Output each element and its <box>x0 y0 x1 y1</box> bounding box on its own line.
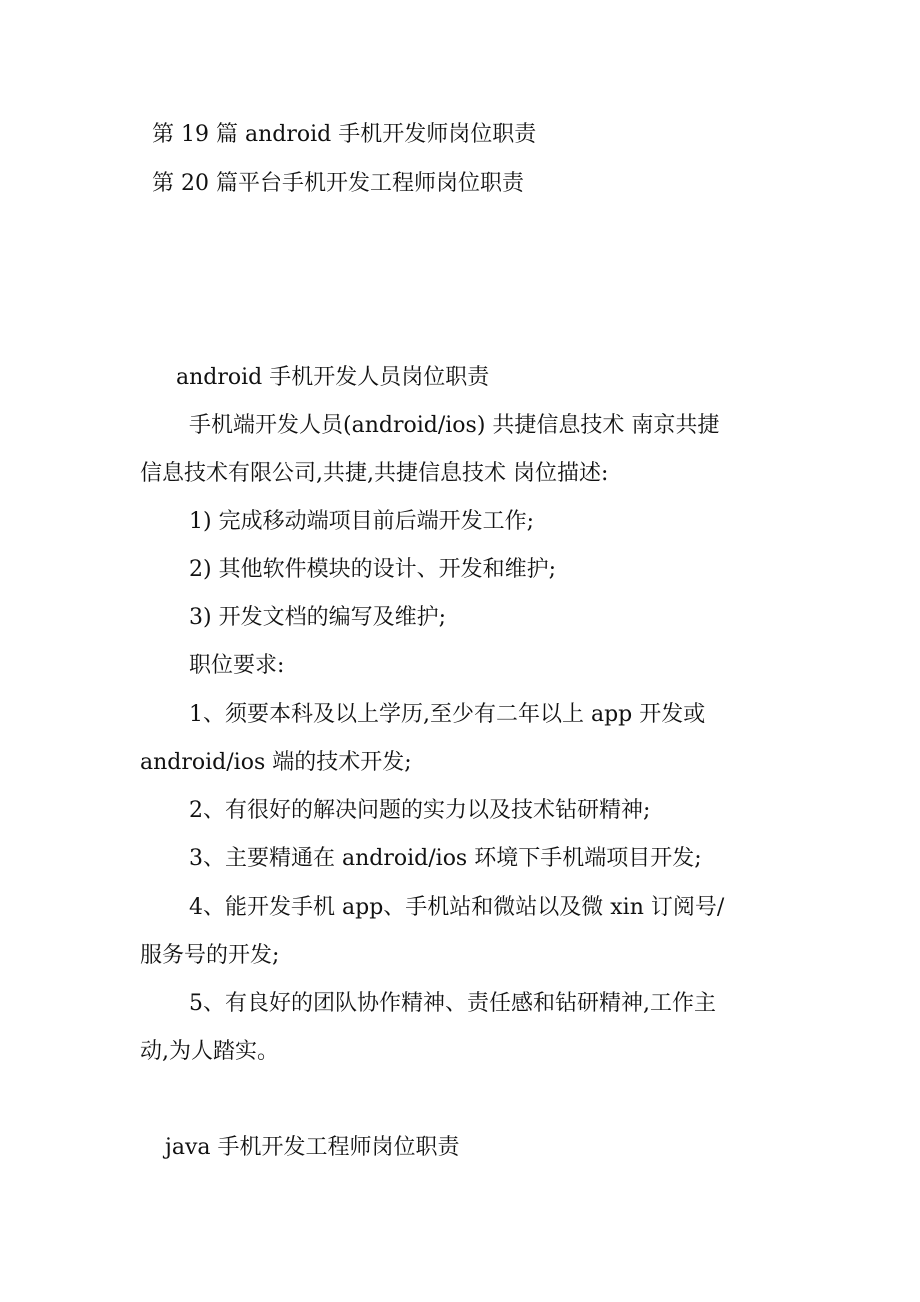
toc-entry-19[interactable]: 第 19 篇 android 手机开发师岗位职责 <box>152 122 537 147</box>
requirement-2: 2、有很好的解决问题的实力以及技术钻研精神; <box>189 798 651 823</box>
toc-entry-20[interactable]: 第 20 篇平台手机开发工程师岗位职责 <box>152 171 524 196</box>
requirement-5-line-1: 5、有良好的团队协作精神、责任感和钻研精神,工作主 <box>189 991 716 1016</box>
section-title-android: android 手机开发人员岗位职责 <box>176 365 490 390</box>
requirement-3: 3、主要精通在 android/ios 环境下手机端项目开发; <box>189 846 702 871</box>
section-title-java: java 手机开发工程师岗位职责 <box>165 1135 460 1160</box>
requirement-1-line-2: android/ios 端的技术开发; <box>140 750 412 775</box>
requirements-label: 职位要求: <box>189 653 285 678</box>
requirement-4-line-2: 服务号的开发; <box>140 943 280 968</box>
duty-item-1: 1) 完成移动端项目前后端开发工作; <box>189 509 534 534</box>
duty-item-2: 2) 其他软件模块的设计、开发和维护; <box>189 557 556 582</box>
requirement-4-line-1: 4、能开发手机 app、手机站和微站以及微 xin 订阅号/ <box>189 895 725 920</box>
requirement-1-line-1: 1、须要本科及以上学历,至少有二年以上 app 开发或 <box>189 702 706 727</box>
intro-line-1: 手机端开发人员(android/ios) 共捷信息技术 南京共捷 <box>189 413 720 438</box>
intro-line-2: 信息技术有限公司,共捷,共捷信息技术 岗位描述: <box>140 461 609 486</box>
requirement-5-line-2: 动,为人踏实。 <box>140 1039 279 1064</box>
duty-item-3: 3) 开发文档的编写及维护; <box>189 605 446 630</box>
